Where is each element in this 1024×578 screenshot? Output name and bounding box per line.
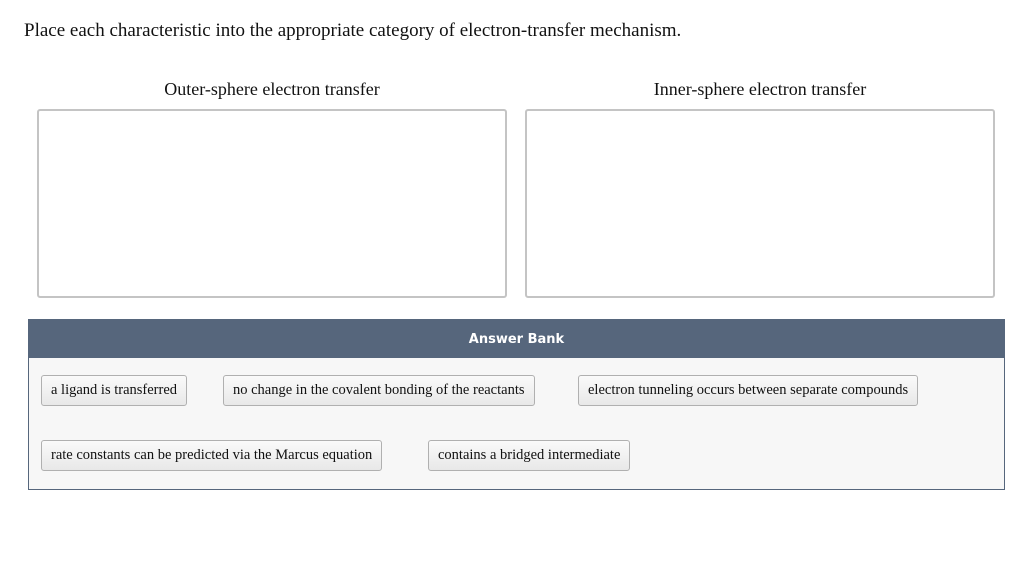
answer-chip[interactable]: electron tunneling occurs between separate compounds xyxy=(578,375,918,406)
answer-bank-title: Answer Bank xyxy=(29,320,1004,358)
category-title-inner-sphere: Inner-sphere electron transfer xyxy=(653,79,867,99)
answer-chip[interactable]: a ligand is transferred xyxy=(41,375,187,406)
category-title-outer-sphere: Outer-sphere electron transfer xyxy=(164,79,380,99)
answer-bank xyxy=(28,319,1005,490)
answer-chip[interactable]: rate constants can be predicted via the Marcus equation xyxy=(41,440,382,471)
answer-chip[interactable]: no change in the covalent bonding of the reactants xyxy=(223,375,535,406)
drop-zone-outer-sphere[interactable] xyxy=(37,109,507,298)
drop-zone-inner-sphere[interactable] xyxy=(525,109,995,298)
question-prompt: Place each characteristic into the appropriate category of electron-transfer mechanism. xyxy=(24,20,682,41)
answer-chip[interactable]: contains a bridged intermediate xyxy=(428,440,630,471)
